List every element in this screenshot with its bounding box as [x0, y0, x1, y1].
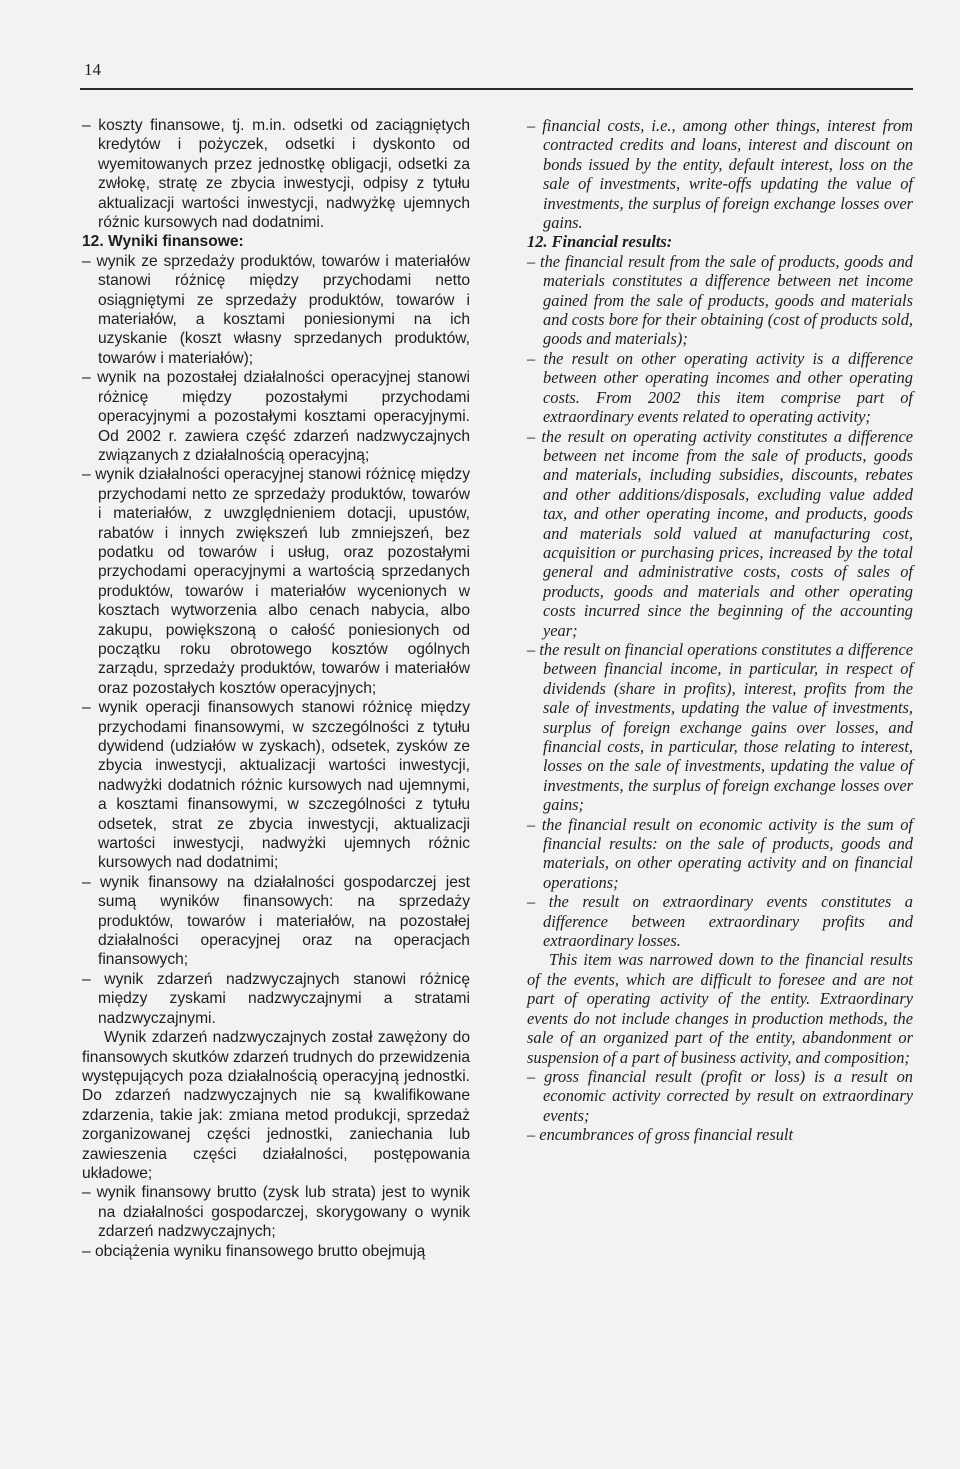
en-item-sales-result: – the financial result from the sale of products, goods and materials constitutes a difference between net income gained from the sale of products, goods and materials and costs bore for their obtaining (cost of products sold, goods and materials); [527, 251, 913, 349]
pl-item-gross-result: – wynik finansowy brutto (zysk lub strata) jest to wynik na działalności gospodarczej, skorygowany o wynik zdarzeń nadzwyczajnych; [82, 1184, 470, 1241]
pl-item-economic-activity-result: – wynik finansowy na działalności gospodarczej jest sumą wyników finansowych: na sprzedaży produktów, towarów i materiałów, na pozostałej działalności operacyjnej oraz na operacjach finansowych; [82, 873, 470, 969]
en-item-financial-costs: – financial costs, i.e., among other things, interest from contracted credits and loans, interest and discount on bonds issued by the entity, default interest, loss on the sale of investments, write-offs updating the value of investments, the surplus of foreign exchange losses over gains. [527, 116, 913, 233]
en-item-economic-activity-result: – the financial result on economic activity is the sum of financial results: on the sale of products, goods and materials, on other operating activity and on financial operations; [527, 814, 913, 892]
en-item-other-operating-result: – the result on other operating activity is a difference between other operating incomes and other operating costs. From 2002 this item comprise part of extraordinary events related to operating activity; [527, 348, 913, 427]
en-heading-financial-results: 12. Financial results: [527, 232, 673, 252]
en-item-financial-operations-result: – the result on financial operations constitutes a difference between financial income, in particular, in respect of dividends (share in profits), interest, profits from the sale of investments, updating the value of investments, surplus of foreign exchange gains over losses, and financial costs, in particular, those relating to interest, losses on the sale of investments, updating the value of investments, the surplus of foreign exchange losses over gains; [527, 639, 913, 815]
pl-item-extraordinary-result: – wynik zdarzeń nadzwyczajnych stanowi różnicę między zyskami nadzwyczajnymi a stratami nadzwyczajnymi. [82, 970, 470, 1027]
page-number: 14 [84, 60, 101, 79]
pl-item-other-operating-result: – wynik na pozostałej działalności operacyjnej stanowi różnicę między pozostałymi przychodami operacyjnymi a pozostałymi kosztami operacyjnymi. Od 2002 r. zawiera część zdarzeń nadzwyczajnych związanych z działalnością operacyjną; [82, 369, 470, 464]
english-column [527, 116, 913, 1145]
header-rule [80, 88, 913, 90]
en-item-gross-result: – gross financial result (profit or loss) is a result on economic activity corrected by result on extraordinary events; [527, 1066, 913, 1125]
pl-item-encumbrances: – obciążenia wyniku finansowego brutto obejmują [82, 1242, 426, 1260]
en-paragraph-extraordinary-note: This item was narrowed down to the financial results of the events, which are difficult to foresee and are not part of operating activity of the entity. Extraordinary events do not include changes in production methods, the sale of an organized part of the entity, abandonment or suspension of a part of business activity, and composition; [527, 950, 913, 1067]
pl-item-financial-costs: – koszty finansowe, tj. m.in. odsetki od zaciągniętych kredytów i pożyczek, odsetki i dyskonto od wyemitowanych przez jednostkę obligacji, odsetki za zwłokę, stratę ze zbycia inwestycji, odpisy z tytułu aktualizacji wartości inwestycji, nadwyżkę ujemnych różnic kursowych nad dodatnimi. [82, 117, 470, 232]
pl-paragraph-extraordinary-note: Wynik zdarzeń nadzwyczajnych został zawężony do finansowych skutków zdarzeń trudnych do przewidzenia występujących poza działalnością operacyjną jednostki. Do zdarzeń nadzwyczajnych nie są kwalifikowane zdarzenia, takie jak: zmiana metod produkcji, sprzedaż zorganizowanej części jednostki, zaniechania lub zawieszenia części działalności, postępowania układowe; [82, 1029, 470, 1182]
pl-heading-financial-results: 12. Wyniki finansowe: [82, 233, 244, 251]
pl-item-financial-operations-result: – wynik operacji finansowych stanowi różnicę między przychodami finansowymi, w szczególności z tytułu dywidend (udziałów w zyskach), odsetek, zysków ze zbycia inwestycji, aktualizacji wartości inwestycji, nadwyżki dodatnich różnic kursowych nad ujemnymi, a kosztami finansowymi, w szczególności z tytułu odsetek, strat ze zbycia inwestycji, aktualizacji wartości inwestycji, nadwyżki ujemnych różnic kursowych nad dodatnimi; [82, 699, 470, 872]
pl-item-operating-result: – wynik działalności operacyjnej stanowi różnicę między przychodami netto ze sprzedaży produktów, towarów i materiałów, z uwzględnieniem dotacji, upustów, rabatów i innych zwiększeń lub zmniejszeń, bez podatku od towarów i usług, oraz pozostałymi przychodami operacyjnymi a wartością sprzedanych produktów, towarów i materiałów wycenionych w kosztach wytworzenia albo cenach nabycia, albo zakupu, powiększoną o całość poniesionych od początku roku obrotowego kosztów ogólnych zarządu, sprzedaży produktów, towarów i materiałów oraz pozostałych kosztów operacyjnych; [82, 466, 470, 697]
polish-column [82, 116, 470, 1261]
en-item-operating-result: – the result on operating activity constitutes a difference between net income from the sale of products, goods and materials, including subsidies, discounts, rebates and other additions/disposals, excluding value added tax, and other operating income, and products, goods and materials sold valued at manufacturing cost, acquisition or purchasing prices, increased by the total general and administrative costs, costs of sales of products, goods and materials and other operating costs incurred since the beginning of the accounting year; [527, 426, 913, 640]
en-item-encumbrances: – encumbrances of gross financial result [527, 1125, 794, 1145]
en-item-extraordinary-result: – the result on extraordinary events constitutes a difference between extraordinary profits and extraordinary losses. [527, 892, 913, 951]
pl-item-sales-result: – wynik ze sprzedaży produktów, towarów i materiałów stanowi różnicę między przychodami netto osiągniętymi ze sprzedaży produktów, towarów i materiałów, a kosztami poniesionymi na ich uzyskanie (koszt własny sprzedanych produktów, towarów i materiałów); [82, 252, 470, 367]
